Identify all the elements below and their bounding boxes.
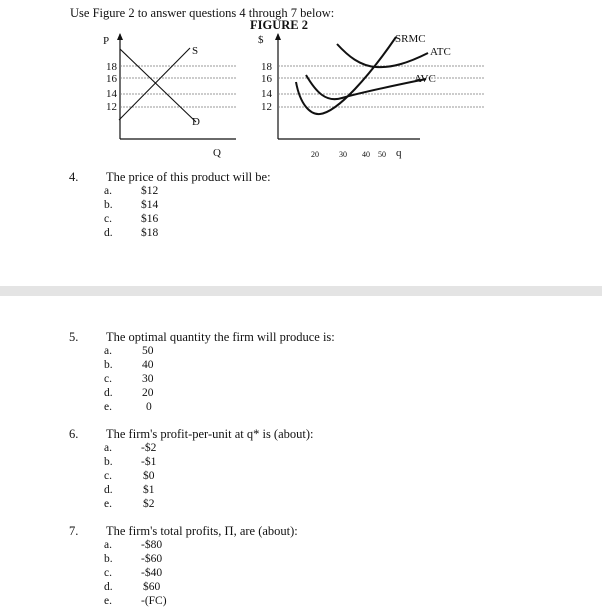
atc-label: ATC bbox=[430, 46, 451, 58]
right-y-axis-arrow bbox=[275, 33, 281, 40]
supply-label: S bbox=[192, 45, 199, 57]
avc-curve bbox=[306, 75, 426, 99]
q7-option-b-letter: b. bbox=[104, 553, 113, 565]
figure-title: FIGURE 2 bbox=[250, 18, 308, 32]
instruction-text: Use Figure 2 to answer questions 4 through 7 below: bbox=[70, 6, 335, 20]
q5-option-b-letter: b. bbox=[104, 359, 113, 371]
q6-option-e-value: $2 bbox=[143, 498, 155, 510]
q6-option-c-letter: c. bbox=[104, 470, 112, 482]
left-x-axis-label: Q bbox=[213, 147, 221, 159]
left-tick-16: 16 bbox=[106, 73, 117, 85]
q5-option-d-value: 20 bbox=[142, 387, 154, 399]
q7-option-b-value: -$60 bbox=[141, 553, 163, 565]
q4-option-d-letter: d. bbox=[104, 227, 113, 239]
q4-option-a-value: $12 bbox=[141, 185, 159, 197]
q7-option-e-letter: e. bbox=[104, 595, 112, 607]
q5-option-e-value: 0 bbox=[146, 401, 152, 413]
srmc-curve bbox=[296, 37, 396, 114]
demand-label: D bbox=[192, 116, 200, 128]
q5-option-c-value: 30 bbox=[142, 373, 154, 385]
srmc-label: SRMC bbox=[395, 33, 426, 45]
question-5-number: 5. bbox=[69, 330, 79, 344]
left-tick-12: 12 bbox=[106, 101, 117, 113]
left-tick-14: 14 bbox=[106, 88, 117, 100]
q4-option-c-value: $16 bbox=[141, 213, 159, 225]
right-x-tick-40: 40 bbox=[362, 150, 370, 159]
question-7-number: 7. bbox=[69, 524, 79, 538]
question-5-text: The optimal quantity the firm will produce is: bbox=[106, 330, 335, 344]
q4-option-c-letter: c. bbox=[104, 213, 112, 225]
left-tick-18: 18 bbox=[106, 61, 117, 73]
right-tick-16: 16 bbox=[261, 73, 272, 85]
q6-option-d-letter: d. bbox=[104, 484, 113, 496]
q4-option-d-value: $18 bbox=[141, 227, 159, 239]
q7-option-e-value: -(FC) bbox=[141, 595, 167, 607]
q6-option-a-value: -$2 bbox=[141, 442, 157, 454]
q4-option-a-letter: a. bbox=[104, 185, 112, 197]
q7-option-a-value: -$80 bbox=[141, 539, 163, 551]
right-tick-14: 14 bbox=[261, 88, 272, 100]
q6-option-e-letter: e. bbox=[104, 498, 112, 510]
left-y-axis-arrow bbox=[117, 33, 123, 40]
left-y-axis-label: P bbox=[103, 35, 110, 47]
right-x-tick-20: 20 bbox=[311, 150, 319, 159]
q7-option-d-letter: d. bbox=[104, 581, 113, 593]
q4-option-b-letter: b. bbox=[104, 199, 113, 211]
right-x-tick-50: 50 bbox=[378, 150, 386, 159]
q7-option-c-letter: c. bbox=[104, 567, 112, 579]
avc-label: AVC bbox=[414, 73, 436, 85]
right-x-axis-label: q bbox=[396, 147, 402, 159]
question-4-text: The price of this product will be: bbox=[106, 170, 271, 184]
q5-option-a-value: 50 bbox=[142, 345, 154, 357]
right-tick-18: 18 bbox=[261, 61, 272, 73]
q6-option-a-letter: a. bbox=[104, 442, 112, 454]
q5-option-e-letter: e. bbox=[104, 401, 112, 413]
q6-option-d-value: $1 bbox=[143, 484, 155, 496]
question-4-number: 4. bbox=[69, 170, 79, 184]
q5-option-d-letter: d. bbox=[104, 387, 113, 399]
q5-option-a-letter: a. bbox=[104, 345, 112, 357]
q5-option-c-letter: c. bbox=[104, 373, 112, 385]
right-x-tick-30: 30 bbox=[339, 150, 347, 159]
question-6-text: The firm's profit-per-unit at q* is (about): bbox=[106, 427, 314, 441]
q6-option-b-letter: b. bbox=[104, 456, 113, 468]
q6-option-c-value: $0 bbox=[143, 470, 155, 482]
right-y-axis-label: $ bbox=[258, 34, 264, 46]
q7-option-a-letter: a. bbox=[104, 539, 112, 551]
q7-option-c-value: -$40 bbox=[141, 567, 163, 579]
right-tick-12: 12 bbox=[261, 101, 272, 113]
q7-option-d-value: $60 bbox=[143, 581, 161, 593]
page-separator bbox=[0, 286, 602, 296]
q4-option-b-value: $14 bbox=[141, 199, 159, 211]
q5-option-b-value: 40 bbox=[142, 359, 154, 371]
q6-option-b-value: -$1 bbox=[141, 456, 157, 468]
demand-curve bbox=[120, 49, 196, 122]
question-7-text: The firm's total profits, Π, are (about): bbox=[106, 524, 298, 538]
question-6-number: 6. bbox=[69, 427, 79, 441]
